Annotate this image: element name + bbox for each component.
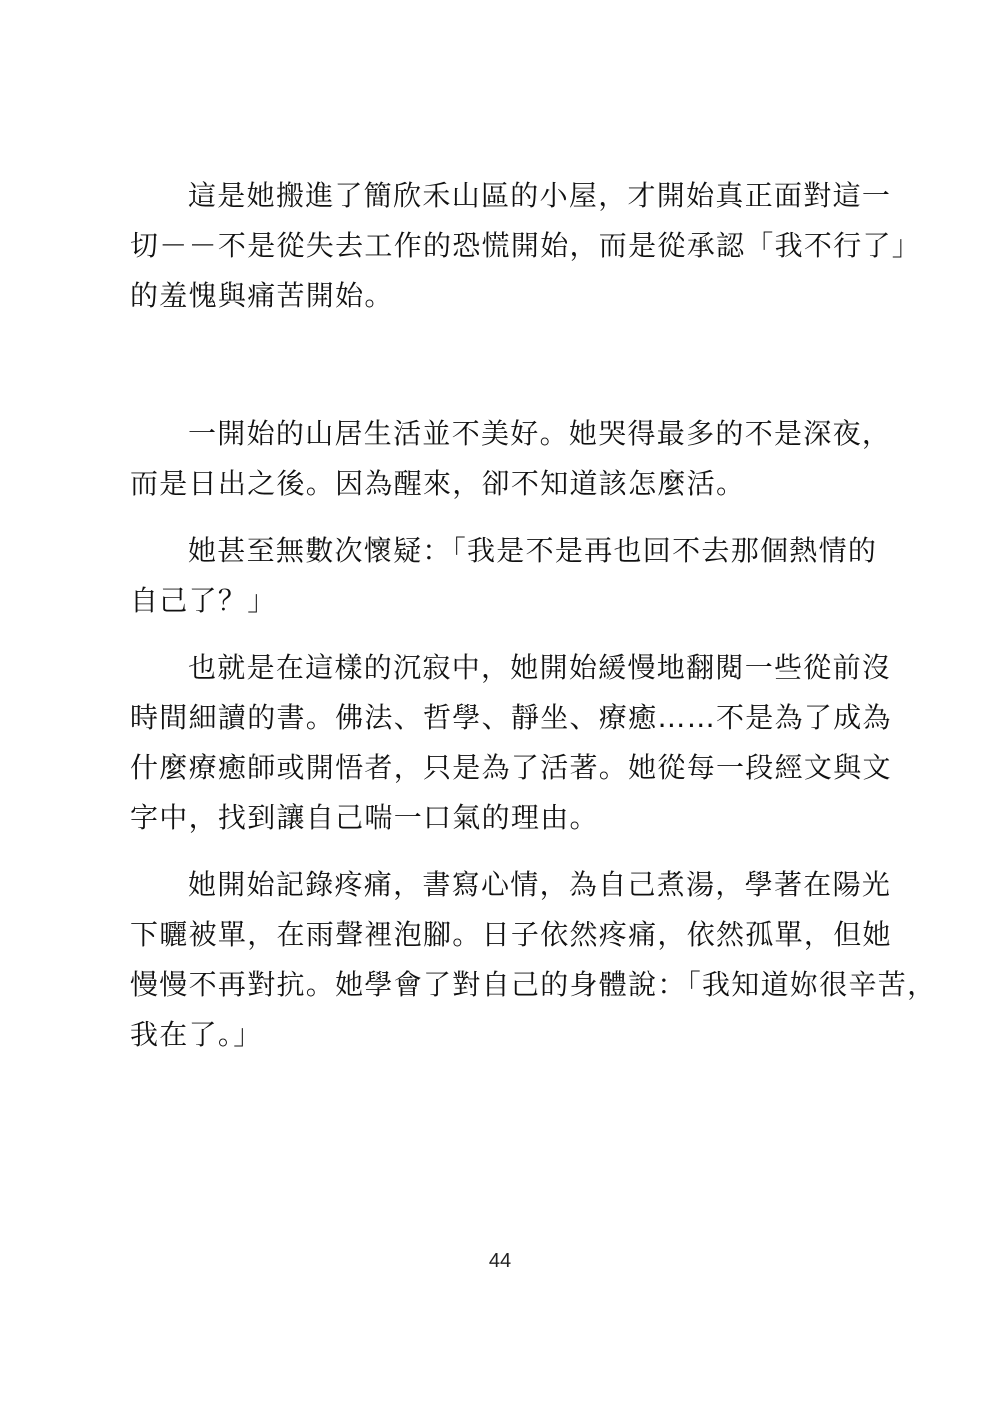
text-line: 一開始的山居生活並不美好。她哭得最多的不是深夜， <box>188 417 892 450</box>
text-line: 慢慢不再對抗。她學會了對自己的身體說：「我知道妳很辛苦， <box>130 968 937 1001</box>
text-line: 我在了。」 <box>130 1018 263 1051</box>
text-line: 自己了？」 <box>130 584 277 617</box>
text-line: 什麼療癒師或開悟者，只是為了活著。她從每一段經文與文 <box>130 751 892 784</box>
page-number: 44 <box>488 1250 512 1272</box>
text-line: 切－－不是從失去工作的恐慌開始，而是從承認「我不行了」 <box>130 229 922 262</box>
text-line: 的羞愧與痛苦開始。 <box>130 279 394 312</box>
text-line: 下曬被單，在雨聲裡泡腳。日子依然疼痛，依然孤單，但她 <box>130 918 892 951</box>
text-line: 她開始記錄疼痛，書寫心情，為自己煮湯，學著在陽光 <box>188 868 892 901</box>
text-line: 時間細讀的書。佛法、哲學、靜坐、療癒……不是為了成為 <box>130 701 892 734</box>
text-line: 她甚至無數次懷疑：「我是不是再也回不去那個熱情的 <box>188 534 878 567</box>
text-line: 字中，找到讓自己喘一口氣的理由。 <box>130 801 599 834</box>
text-line: 這是她搬進了簡欣禾山區的小屋，才開始真正面對這一 <box>188 179 892 212</box>
text-line: 而是日出之後。因為醒來，卻不知道該怎麼活。 <box>130 467 746 500</box>
text-line: 也就是在這樣的沉寂中，她開始緩慢地翻閱一些從前沒 <box>188 651 892 684</box>
